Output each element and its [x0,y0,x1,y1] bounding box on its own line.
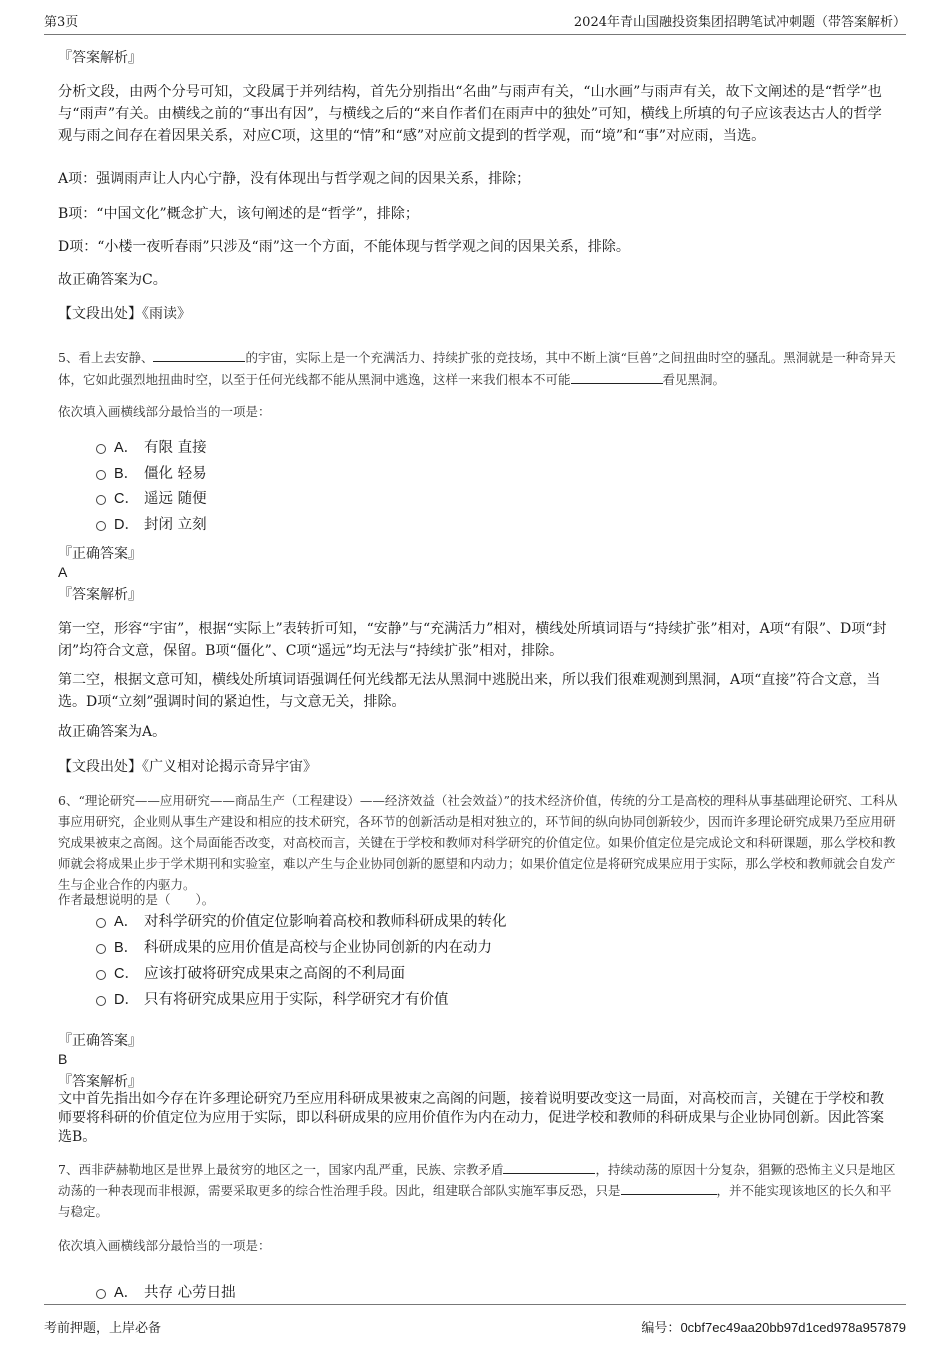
radio-icon[interactable] [96,1289,106,1299]
page-footer [44,1304,906,1345]
q4-source: 【文段出处】《雨读》 [58,306,191,322]
radio-icon[interactable] [96,495,106,505]
footer-slogan: 考前押题，上岸必备 [44,1321,162,1336]
blank-1 [503,1159,595,1174]
radio-icon[interactable] [96,444,106,454]
radio-icon[interactable] [96,470,106,480]
q7-stem: 7、西非萨赫勒地区是世界上最贫穷的地区之一，国家内乱严重，民族、宗教矛盾 ，持续动荡的原因十分复杂，猖獗的恐怖主义只是地区动荡的一种表现而非根源，需要采取更多的综合性治理手段。因此，组建联合部队实施军事反恐，只是 ，并不能实现该地区的长久和平与稳定。 [58,1159,898,1222]
q7-option-a[interactable]: A． 共存 心劳日拙 [96,1283,236,1303]
document-code: 编号：0cbf7ec49aa20bb97d1ced978a957879 [641,1320,906,1336]
q5-option-b[interactable]: B． 僵化 轻易 [96,464,207,484]
document-title: 2024年青山国融投资集团招聘笔试冲刺题（带答案解析） [573,15,906,30]
q5-option-d[interactable]: D． 封闭 立刻 [96,515,207,535]
q5-analysis-label: 『答案解析』 [58,587,142,603]
q6-prompt: 作者最想说明的是（ ）。 [58,892,215,907]
q4-analysis-paragraph: 分析文段，由两个分号可知，文段属于并列结构，首先分别指出“名曲”与雨声有关，“山水画”与雨声有关，故下文阐述的是“哲学”也与“雨声”有关。由横线之前的“事出有因”，与横线之后的“来自作者们在雨声中的独处”可知，横线上所填的句子应该表达古人的哲学观与雨之间存在着因果关系，对应C项，这里的“情”和“感”对应前文提到的哲学观，而“境”和“事”对应雨，当选。 [58,84,882,144]
q4-option-b-analysis: B项：“中国文化”概念扩大，该句阐述的是“哲学”，排除； [58,206,419,222]
page-header [44,0,906,35]
q6-answer: B [58,1051,68,1067]
q5-conclusion: 故正确答案为A。 [58,724,167,740]
q5-option-a[interactable]: A． 有限 直接 [96,438,207,458]
q6-analysis: 文中首先指出如今存在许多理论研究乃至应用科研成果被束之高阁的问题，接着说明要改变这一局面，对高校而言，关键在于学校和教师要将科研的价值定位为应用于实际，即以科研成果的应用价值作为内在动力，促进学校和教师的科研成果与企业协同创新。因此答案选B。 [58,1091,884,1145]
q6-option-c[interactable]: C． 应该打破将研究成果束之高阁的不利局面 [96,964,405,984]
q4-conclusion: 故正确答案为C。 [58,272,167,288]
q5-analysis-p1: 第一空，形容“宇宙”，根据“实际上”表转折可知，“安静”与“充满活力”相对，横线处所填词语与“持续扩张”相对，A项“有限”、D项“封闭”均符合文意，保留。B项“僵化”、C项“遥远”均无法与“持续扩张”相对，排除。 [58,621,887,659]
q4-option-d-analysis: D项：“小楼一夜听春雨”只涉及“雨”这一个方面，不能体现与哲学观之间的因果关系，排除。 [58,239,630,255]
q4-analysis-label: 『答案解析』 [58,50,142,66]
q5-stem: 5、看上去安静、 的宇宙，实际上是一个充满活力、持续扩张的竞技场，其中不断上演“巨兽”之间扭曲时空的骚乱。黑洞就是一种奇异天体，它如此强烈地扭曲时空，以至于任何光线都不能从黑洞中逃逸，这样一来我们根本不可能 看见黑洞。 [58,347,898,391]
radio-icon[interactable] [96,970,106,980]
q5-option-c[interactable]: C． 遥远 随便 [96,489,207,509]
q5-prompt: 依次填入画横线部分最恰当的一项是： [58,404,271,419]
q6-option-b[interactable]: B． 科研成果的应用价值是高校与企业协同创新的内在动力 [96,938,492,958]
q6-analysis-label: 『答案解析』 [58,1074,142,1090]
q5-analysis-p2: 第二空，根据文意可知，横线处所填词语强调任何光线都无法从黑洞中逃脱出来，所以我们很难观测到黑洞，A项“直接”符合文意，当选。D项“立刻”强调时间的紧迫性，与文意无关，排除。 [58,672,881,710]
q6-option-d[interactable]: D． 只有将研究成果应用于实际，科学研究才有价值 [96,990,449,1010]
radio-icon[interactable] [96,521,106,531]
radio-icon[interactable] [96,996,106,1006]
q5-source: 【文段出处】《广义相对论揭示奇异宇宙》 [58,759,317,775]
blank-1 [153,347,245,362]
radio-icon[interactable] [96,944,106,954]
q6-stem: 6、“理论研究——应用研究——商品生产（工程建设）——经济效益（社会效益）”的技术经济价值，传统的分工是高校的理科从事基础理论研究、工科从事应用研究，企业则从事生产建设和相应的技术研究，各环节的创新活动是相对独立的，环节间的纵向协同创新较少，因而许多理论研究成果乃至应用研究成果被束之高阁。这个局面能否改变，对高校而言，关键在于学校和教师对科学研究的价值定位。如果价值定位是完成论文和科研课题，那么学校和教师就会将成果止步于学术期刊和实验室，难以产生与企业协同创新的愿望和内动力；如果价值定位是将研究成果应用于实际，那么学校和教师就会自发产生与企业合作的内驱力。 [58,793,898,892]
q6-option-a[interactable]: A． 对科学研究的价值定位影响着高校和教师科研成果的转化 [96,912,507,932]
q7-prompt: 依次填入画横线部分最恰当的一项是： [58,1238,271,1253]
radio-icon[interactable] [96,918,106,928]
blank-2 [571,369,663,384]
page-number: 第3页 [44,15,79,30]
q5-answer-label: 『正确答案』 [58,546,142,562]
q4-option-a-analysis: A项：强调雨声让人内心宁静，没有体现出与哲学观之间的因果关系，排除； [58,171,531,187]
q6-answer-label: 『正确答案』 [58,1033,142,1049]
blank-2 [621,1180,717,1195]
q5-answer: A [58,564,68,580]
